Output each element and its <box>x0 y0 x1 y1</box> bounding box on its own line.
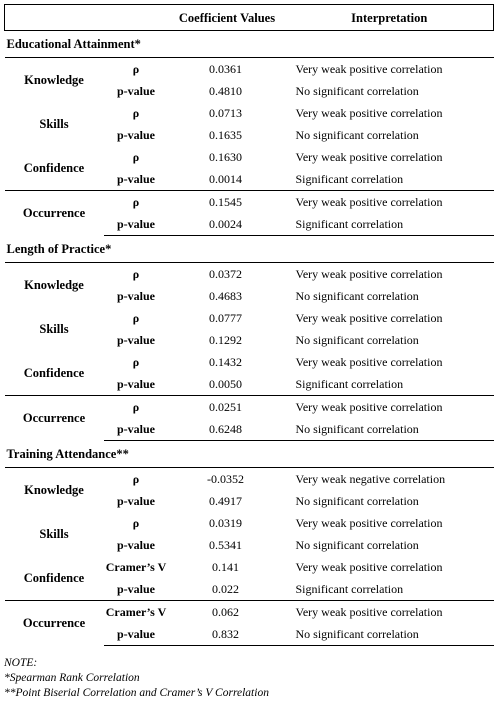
statistic-label: ρ <box>132 516 140 530</box>
interpretation-text: Very weak positive correlation <box>295 150 443 164</box>
correlation-table <box>4 4 494 646</box>
table-row <box>5 396 494 419</box>
interpretation-text: Very weak positive correlation <box>295 62 443 76</box>
statistic-label: ρ <box>104 191 169 214</box>
statistic-label: Cramer’s V <box>104 601 169 624</box>
interpretation-text: Very weak positive correlation <box>295 355 443 369</box>
table-row <box>5 556 494 578</box>
table-note <box>4 656 493 701</box>
coefficient-value: 0.0372 <box>209 267 242 281</box>
coefficient-value: 0.6248 <box>169 418 286 441</box>
statistic-label: Cramer’s V <box>105 560 167 574</box>
interpretation-text: No significant correlation <box>295 538 419 552</box>
coefficient-value: 0.4917 <box>209 494 242 508</box>
interpretation-text: No significant correlation <box>286 418 494 441</box>
variable-label: Knowledge <box>24 483 84 497</box>
interpretation-text: Very weak positive correlation <box>295 267 443 281</box>
statistic-label: p-value <box>116 84 155 98</box>
coefficient-value: 0.0014 <box>209 172 242 186</box>
statistic-label: ρ <box>132 106 140 120</box>
table-row <box>5 601 494 624</box>
coefficient-value: 0.022 <box>212 582 239 596</box>
statistic-label: p-value <box>116 172 155 186</box>
interpretation-text: Very weak positive correlation <box>286 396 494 419</box>
statistic-label: ρ <box>132 472 140 486</box>
statistic-label: ρ <box>132 150 140 164</box>
coefficient-value: 0.0319 <box>209 516 242 530</box>
coefficient-value: 0.062 <box>169 601 286 624</box>
section-title: Length of Practice* <box>5 236 494 263</box>
correlation-table-container <box>4 4 493 701</box>
interpretation-text: No significant correlation <box>295 84 419 98</box>
interpretation-text: Significant correlation <box>286 213 494 236</box>
interpretation-text: Very weak positive correlation <box>286 601 494 624</box>
interpretation-text: Very weak positive correlation <box>286 191 494 214</box>
statistic-label: p-value <box>104 418 169 441</box>
table-header-row <box>5 5 494 31</box>
variable-label: Confidence <box>23 366 85 380</box>
statistic-label: p-value <box>116 494 155 508</box>
interpretation-text: Very weak negative correlation <box>295 472 446 486</box>
section-row <box>5 31 494 58</box>
variable-label: Knowledge <box>24 278 84 292</box>
statistic-label: p-value <box>116 289 155 303</box>
coefficient-value: 0.832 <box>169 623 286 646</box>
coefficient-value: 0.0361 <box>209 62 242 76</box>
header-coefficient-values: Coefficient Values <box>169 5 286 31</box>
header-interpretation: Interpretation <box>286 5 494 31</box>
coefficient-value: 0.0050 <box>209 377 242 391</box>
section-title: Educational Attainment* <box>5 31 494 58</box>
statistic-label: p-value <box>116 377 155 391</box>
coefficient-value: 0.1545 <box>169 191 286 214</box>
section-row <box>5 236 494 263</box>
coefficient-value: 0.0024 <box>169 213 286 236</box>
statistic-label: p-value <box>116 582 155 596</box>
note-line: *Spearman Rank Correlation <box>4 672 140 684</box>
interpretation-text: Very weak positive correlation <box>295 516 443 530</box>
interpretation-text: No significant correlation <box>295 128 419 142</box>
table-row <box>5 307 494 329</box>
table-row <box>5 512 494 534</box>
interpretation-text: Very weak positive correlation <box>295 106 443 120</box>
variable-label: Skills <box>39 117 69 131</box>
section-title: Training Attendance** <box>5 441 494 468</box>
variable-label: Skills <box>39 322 69 336</box>
statistic-label: p-value <box>104 213 169 236</box>
interpretation-text: Significant correlation <box>295 582 404 596</box>
table-row <box>5 58 494 81</box>
statistic-label: p-value <box>116 538 155 552</box>
interpretation-text: No significant correlation <box>286 623 494 646</box>
header-blank-cell <box>5 5 169 31</box>
variable-label: Confidence <box>23 571 85 585</box>
coefficient-value: 0.4683 <box>209 289 242 303</box>
table-row <box>5 102 494 124</box>
coefficient-value: 0.4810 <box>209 84 242 98</box>
statistic-label: p-value <box>104 623 169 646</box>
section-row <box>5 441 494 468</box>
interpretation-text: Very weak positive correlation <box>295 311 443 325</box>
statistic-label: ρ <box>132 267 140 281</box>
coefficient-value: 0.1630 <box>209 150 242 164</box>
table-row <box>5 146 494 168</box>
interpretation-text: Very weak positive correlation <box>295 560 443 574</box>
interpretation-text: No significant correlation <box>295 289 419 303</box>
variable-label: Knowledge <box>24 73 84 87</box>
statistic-label: ρ <box>132 62 140 76</box>
interpretation-text: No significant correlation <box>295 333 419 347</box>
interpretation-text: No significant correlation <box>295 494 419 508</box>
statistic-label: p-value <box>116 128 155 142</box>
variable-label: Occurrence <box>5 396 104 441</box>
table-row <box>5 263 494 286</box>
statistic-label: p-value <box>116 333 155 347</box>
interpretation-text: Significant correlation <box>295 172 404 186</box>
statistic-label: ρ <box>132 355 140 369</box>
statistic-label: ρ <box>132 311 140 325</box>
note-line: **Point Biserial Correlation and Cramer’s V Correlation <box>4 687 269 699</box>
coefficient-value: 0.0251 <box>169 396 286 419</box>
coefficient-value: 0.1292 <box>209 333 242 347</box>
variable-label: Skills <box>39 527 69 541</box>
coefficient-value: 0.141 <box>212 560 239 574</box>
coefficient-value: -0.0352 <box>207 472 244 486</box>
coefficient-value: 0.1635 <box>209 128 242 142</box>
note-heading: NOTE: <box>4 657 38 669</box>
table-body <box>5 31 494 646</box>
variable-label: Occurrence <box>5 601 104 646</box>
statistic-label: ρ <box>104 396 169 419</box>
table-row <box>5 191 494 214</box>
table-row <box>5 351 494 373</box>
coefficient-value: 0.0713 <box>209 106 242 120</box>
interpretation-text: Significant correlation <box>295 377 404 391</box>
table-row <box>5 468 494 491</box>
coefficient-value: 0.0777 <box>209 311 242 325</box>
coefficient-value: 0.5341 <box>209 538 242 552</box>
variable-label: Confidence <box>23 161 85 175</box>
coefficient-value: 0.1432 <box>209 355 242 369</box>
variable-label: Occurrence <box>5 191 104 236</box>
